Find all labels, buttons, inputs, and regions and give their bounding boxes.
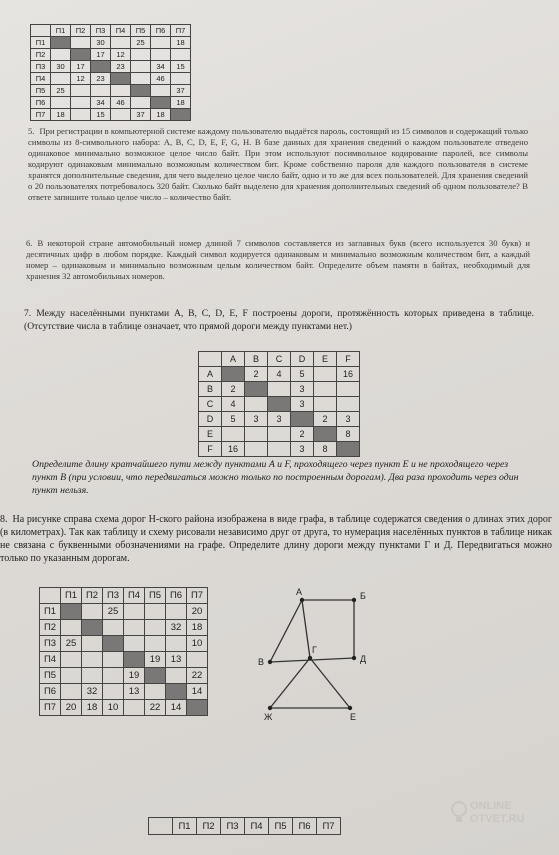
table-cell — [103, 636, 124, 652]
table-cell: 5 — [291, 367, 314, 382]
header-cell: A — [222, 352, 245, 367]
table-cell — [337, 442, 360, 457]
label-a: А — [296, 587, 303, 597]
table-cell: 5 — [222, 412, 245, 427]
table-cell — [171, 49, 191, 61]
row-header-cell: П3 — [40, 636, 61, 652]
table-row — [40, 684, 208, 700]
table-cell — [111, 37, 131, 49]
table-cell — [314, 367, 337, 382]
table-cell: 8 — [337, 427, 360, 442]
table-row — [40, 652, 208, 668]
table-cell — [166, 684, 187, 700]
table-cell: 37 — [131, 109, 151, 121]
table-row — [40, 668, 208, 684]
table-cell: 30 — [51, 61, 71, 73]
table-cell: 18 — [171, 37, 191, 49]
table-cell: 3 — [245, 412, 268, 427]
table-cell: 34 — [91, 97, 111, 109]
table-cell: 30 — [91, 37, 111, 49]
table-cell — [61, 652, 82, 668]
header-cell — [199, 352, 222, 367]
table-cell — [124, 652, 145, 668]
table-cell — [145, 604, 166, 620]
label-b: Б — [360, 591, 366, 601]
table-cell — [103, 668, 124, 684]
table-cell — [82, 668, 103, 684]
table-cell: 3 — [291, 397, 314, 412]
answer-table-header — [148, 817, 341, 835]
table-cell — [245, 397, 268, 412]
table-cell — [71, 109, 91, 121]
table-row — [31, 109, 191, 121]
row-header-cell: C — [199, 397, 222, 412]
table-cell: 13 — [166, 652, 187, 668]
question-7-task: Определите длину кратчайшего пути между пунктами A и F, проходящего через пункт E и не проходящего через пункт B (при условии, что передвигаться можно только по построенным дорогам). Два раза проходить через один пункт нельзя. — [32, 459, 519, 496]
header-cell: П5 — [131, 25, 151, 37]
table-cell — [71, 49, 91, 61]
table-row — [31, 49, 191, 61]
table-cell — [124, 636, 145, 652]
table-cell: 22 — [145, 700, 166, 716]
node-zh — [268, 706, 272, 710]
table-cell — [111, 73, 131, 85]
table-cell — [314, 427, 337, 442]
table-cell: 18 — [51, 109, 71, 121]
table-cell — [171, 73, 191, 85]
table-cell — [171, 109, 191, 121]
table-cell — [151, 97, 171, 109]
table-cell: 4 — [222, 397, 245, 412]
table-cell — [151, 49, 171, 61]
row-header-cell: D — [199, 412, 222, 427]
row-header-cell: П5 — [31, 85, 51, 97]
question-8-text: На рисунке справа схема дорог Н-ского района изображена в виде графа, в таблице содержатся сведения о длинах этих дорог (в километрах). Так как таблицу и схему рисовали независимо друг от друга, то нумерация населённых пунктов в таблице никак не связана с буквенными обозначениями на графе. Определите длину дороги между пунктами Г и Д. Передвигаться можно только по указанным дорогам. — [0, 514, 552, 564]
header-cell: П2 — [197, 818, 221, 835]
table-cell: 23 — [91, 73, 111, 85]
row-header-cell: П4 — [31, 73, 51, 85]
question-8-number: 8. — [0, 514, 8, 525]
table-cell: 3 — [291, 382, 314, 397]
table-cell: 25 — [131, 37, 151, 49]
table-cell: 12 — [111, 49, 131, 61]
table-cell: 32 — [82, 684, 103, 700]
header-cell: П5 — [269, 818, 293, 835]
header-cell: П6 — [166, 588, 187, 604]
table-cell: 15 — [91, 109, 111, 121]
label-d: Д — [360, 654, 367, 664]
row-header-cell: П3 — [31, 61, 51, 73]
table-cell: 15 — [171, 61, 191, 73]
table-cell — [187, 652, 208, 668]
table-cell — [187, 700, 208, 716]
table-cell: 25 — [103, 604, 124, 620]
roads-table-7 — [198, 351, 360, 457]
edge-a-v — [270, 600, 302, 662]
table-row — [40, 620, 208, 636]
node-d — [352, 656, 356, 660]
header-row — [199, 352, 360, 367]
header-cell: П3 — [91, 25, 111, 37]
row-header-cell: П2 — [40, 620, 61, 636]
edge-g-zh — [270, 658, 310, 708]
table-cell: 46 — [111, 97, 131, 109]
table-cell — [151, 85, 171, 97]
table-row — [31, 61, 191, 73]
table-cell — [51, 37, 71, 49]
table-cell: 2 — [314, 412, 337, 427]
table-row — [40, 636, 208, 652]
table-cell — [91, 61, 111, 73]
table-cell — [268, 397, 291, 412]
node-a — [300, 598, 304, 602]
table-cell — [103, 684, 124, 700]
table-cell: 14 — [166, 700, 187, 716]
table-cell — [268, 427, 291, 442]
table-cell — [145, 684, 166, 700]
table-cell — [151, 37, 171, 49]
header-cell: П5 — [145, 588, 166, 604]
table-cell — [166, 668, 187, 684]
node-g — [308, 656, 312, 660]
table-cell — [61, 684, 82, 700]
table-cell — [124, 620, 145, 636]
table-cell: 19 — [145, 652, 166, 668]
table-cell — [166, 636, 187, 652]
table-row — [199, 367, 360, 382]
header-cell: П4 — [111, 25, 131, 37]
watermark — [470, 800, 524, 826]
table-cell — [337, 382, 360, 397]
header-row — [149, 818, 341, 835]
table-cell — [124, 700, 145, 716]
table-cell — [82, 636, 103, 652]
table-cell: 20 — [61, 700, 82, 716]
table-cell: 13 — [124, 684, 145, 700]
table-cell — [145, 668, 166, 684]
row-header-cell: E — [199, 427, 222, 442]
row-header-cell: П7 — [31, 109, 51, 121]
header-cell: П4 — [124, 588, 145, 604]
header-cell — [40, 588, 61, 604]
header-cell: П2 — [71, 25, 91, 37]
label-e: Е — [350, 712, 357, 722]
row-header-cell: П6 — [31, 97, 51, 109]
table-cell: 25 — [61, 636, 82, 652]
table-row — [199, 442, 360, 457]
table-cell: 2 — [245, 367, 268, 382]
table-cell: 20 — [187, 604, 208, 620]
header-cell: П3 — [221, 818, 245, 835]
table-cell — [314, 382, 337, 397]
roads-table-8 — [39, 587, 208, 716]
table-cell — [51, 97, 71, 109]
header-cell — [31, 25, 51, 37]
table-cell: 18 — [151, 109, 171, 121]
table-cell — [61, 668, 82, 684]
table-cell — [245, 382, 268, 397]
table-cell — [337, 397, 360, 412]
table-cell — [268, 442, 291, 457]
table-cell — [111, 85, 131, 97]
table-row — [199, 382, 360, 397]
table-row — [31, 97, 191, 109]
table-cell — [314, 397, 337, 412]
table-cell: 2 — [222, 382, 245, 397]
label-v: В — [258, 657, 265, 667]
header-cell: П2 — [82, 588, 103, 604]
table-cell: 3 — [337, 412, 360, 427]
edge-g-e — [310, 658, 350, 708]
table-cell — [82, 620, 103, 636]
table-cell: 8 — [314, 442, 337, 457]
table-cell: 22 — [187, 668, 208, 684]
header-row — [31, 25, 191, 37]
table-cell: 18 — [187, 620, 208, 636]
lightbulb-icon — [449, 800, 469, 824]
table-cell: 34 — [151, 61, 171, 73]
table-cell — [245, 442, 268, 457]
table-row — [40, 604, 208, 620]
question-5 — [28, 126, 528, 203]
question-5-text: При регистрации в компьютерной системе каждому пользователю выдаётся пароль, состоящий из 15 символов и содержащий только символы из 8-символьного набора: A, B, C, D, E, F, G, H. В базе данных для хранения сведений о каждом пользователе отведено одинаковое минимально возможное целое число байт. При этом используют посимвольное кодирование паролей, все символы кодируют одинаковым минимально возможным количеством бит. Кроме собственно пароля для каждого пользователя в системе хранятся дополнительные сведения, для чего выделено целое число байт, одно и то же для всех пользователей. Для хранения сведений о 20 пользователях потребовалось 320 байт. Сколько байт выделено для хранения дополнительных сведений об одном пользователе? В ответе запишите только целое число – количество байт. — [28, 126, 528, 202]
header-cell: C — [268, 352, 291, 367]
label-zh: Ж — [264, 712, 273, 722]
row-header-cell: П1 — [31, 37, 51, 49]
table-cell: 2 — [291, 427, 314, 442]
label-g: Г — [312, 645, 317, 655]
table-cell — [82, 604, 103, 620]
header-cell: П1 — [61, 588, 82, 604]
table-cell — [82, 652, 103, 668]
row-header-cell: B — [199, 382, 222, 397]
table-cell: 3 — [291, 442, 314, 457]
row-header-cell: A — [199, 367, 222, 382]
header-row — [40, 588, 208, 604]
node-v — [268, 660, 272, 664]
row-header-cell: П2 — [31, 49, 51, 61]
row-header-cell: П7 — [40, 700, 61, 716]
table-cell — [131, 61, 151, 73]
question-7-number: 7. — [24, 308, 32, 319]
table-row — [199, 427, 360, 442]
table-cell: 23 — [111, 61, 131, 73]
table-cell — [145, 620, 166, 636]
header-cell: B — [245, 352, 268, 367]
header-cell: D — [291, 352, 314, 367]
row-header-cell: П6 — [40, 684, 61, 700]
table-row — [199, 397, 360, 412]
table-cell — [61, 620, 82, 636]
question-7-text: Между населёнными пунктами A, B, C, D, E, F построены дороги, протяжённость которых приведена в таблице. (Отсутствие числа в таблице означает, что прямой дороги между пунктами нет.) — [24, 308, 534, 332]
table-row — [31, 73, 191, 85]
table-cell — [103, 652, 124, 668]
distance-table-1 — [30, 24, 191, 121]
table-cell — [131, 49, 151, 61]
table-cell — [71, 37, 91, 49]
table-cell: 4 — [268, 367, 291, 382]
road-graph — [250, 586, 390, 726]
table-cell — [131, 97, 151, 109]
header-cell: П7 — [317, 818, 341, 835]
table-cell: 3 — [268, 412, 291, 427]
question-6-text: В некоторой стране автомобильный номер длиной 7 символов составляется из заглавных букв (всего используется 30 букв) и десятичных цифр в любом порядке. Каждый символ кодируется одинаковым и минимально возможным количеством бит, а каждый номер – одинаковым и минимально возможным целым количеством байт. Определите объем памяти в байтах, необходимый для хранения 32 автомобильных номеров. — [26, 238, 530, 281]
watermark-line-2: OTVET.RU — [470, 813, 525, 825]
table-cell — [245, 427, 268, 442]
table-cell — [103, 620, 124, 636]
table-cell — [124, 604, 145, 620]
row-header-cell: П5 — [40, 668, 61, 684]
table-cell — [71, 97, 91, 109]
table-cell: 32 — [166, 620, 187, 636]
table-cell: 37 — [171, 85, 191, 97]
header-cell: F — [337, 352, 360, 367]
row-header-cell: F — [199, 442, 222, 457]
table-cell: 16 — [337, 367, 360, 382]
question-6 — [26, 238, 530, 282]
table-cell — [131, 85, 151, 97]
table-cell: 25 — [51, 85, 71, 97]
table-cell — [71, 85, 91, 97]
header-cell: П3 — [103, 588, 124, 604]
table-row — [199, 412, 360, 427]
table-cell: 12 — [71, 73, 91, 85]
table-cell — [111, 109, 131, 121]
node-e — [348, 706, 352, 710]
watermark-line-1: ONLINE — [470, 800, 512, 812]
row-header-cell: П4 — [40, 652, 61, 668]
table-cell: 10 — [103, 700, 124, 716]
table-cell — [51, 49, 71, 61]
table-cell: 46 — [151, 73, 171, 85]
table-cell: 10 — [187, 636, 208, 652]
table-cell: 18 — [82, 700, 103, 716]
table-cell — [145, 636, 166, 652]
header-cell: П6 — [293, 818, 317, 835]
table-cell: 19 — [124, 668, 145, 684]
table-cell — [51, 73, 71, 85]
table-cell — [291, 412, 314, 427]
header-cell: П7 — [171, 25, 191, 37]
header-cell: П4 — [245, 818, 269, 835]
table-cell: 18 — [171, 97, 191, 109]
edge-a-g — [302, 600, 310, 658]
table-cell — [268, 382, 291, 397]
table-cell: 17 — [71, 61, 91, 73]
table-cell — [222, 367, 245, 382]
question-6-number: 6. — [26, 238, 33, 248]
row-header-cell: П1 — [40, 604, 61, 620]
table-cell — [61, 604, 82, 620]
header-cell: П1 — [51, 25, 71, 37]
table-cell: 17 — [91, 49, 111, 61]
table-cell — [91, 85, 111, 97]
table-cell: 16 — [222, 442, 245, 457]
header-cell: П1 — [173, 818, 197, 835]
question-7 — [24, 308, 534, 333]
table-cell — [222, 427, 245, 442]
question-8 — [0, 513, 552, 565]
header-cell: E — [314, 352, 337, 367]
table-cell: 14 — [187, 684, 208, 700]
header-cell: П6 — [151, 25, 171, 37]
table-cell — [131, 73, 151, 85]
question-5-number: 5. — [28, 126, 35, 136]
header-cell: П7 — [187, 588, 208, 604]
node-b — [352, 598, 356, 602]
table-cell — [166, 604, 187, 620]
table-row — [40, 700, 208, 716]
table-row — [31, 85, 191, 97]
header-cell — [149, 818, 173, 835]
table-row — [31, 37, 191, 49]
